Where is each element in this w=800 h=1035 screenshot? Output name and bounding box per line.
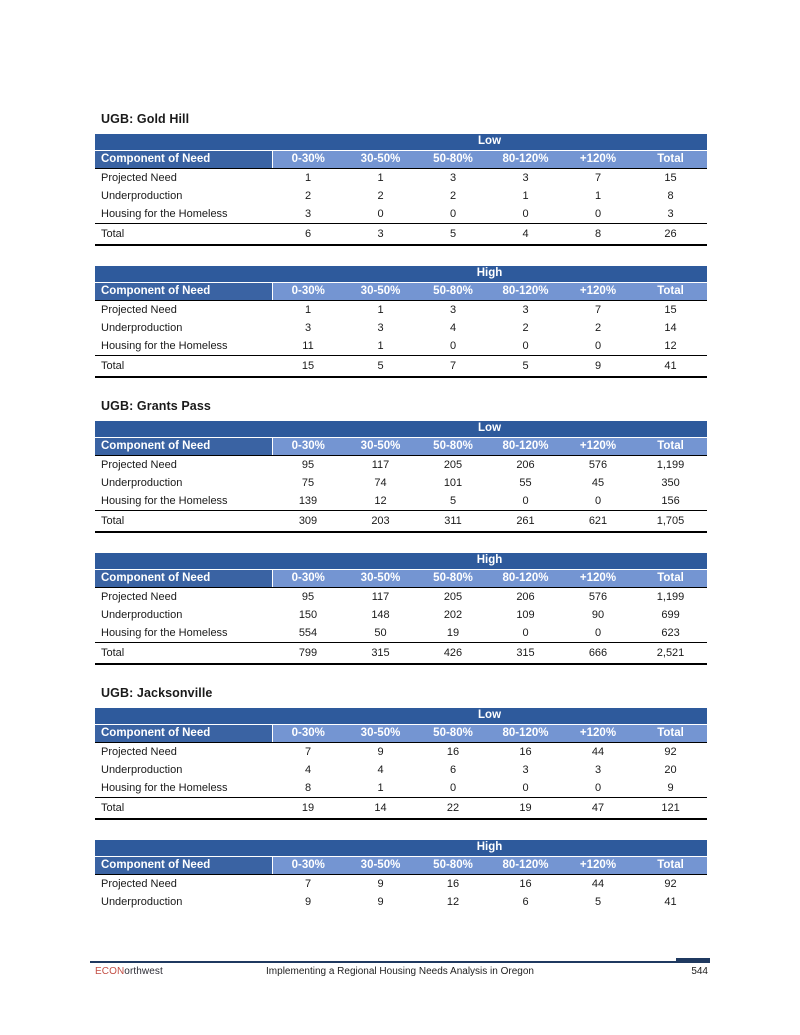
value-cell: 0 [344, 205, 417, 224]
column-header: 50-80% [417, 570, 489, 588]
value-cell: 202 [417, 606, 489, 624]
value-cell: 9 [634, 779, 707, 798]
value-cell: 75 [272, 474, 344, 492]
total-row [95, 356, 707, 378]
ugb-section [95, 112, 707, 378]
table-row [95, 875, 707, 894]
value-cell: 2 [344, 187, 417, 205]
column-header: 0-30% [272, 151, 344, 169]
scenario-label: High [272, 553, 707, 570]
table-row [95, 474, 707, 492]
value-cell: 16 [489, 743, 562, 762]
value-cell: 16 [417, 743, 489, 762]
value-cell: 576 [562, 456, 634, 475]
total-value-cell: 666 [562, 643, 634, 665]
value-cell: 3 [634, 205, 707, 224]
ugb-heading: UGB: Gold Hill [101, 112, 190, 126]
value-cell: 12 [344, 492, 417, 511]
column-header: +120% [562, 438, 634, 456]
needs-table [95, 708, 707, 820]
scenario-label: Low [272, 421, 707, 438]
column-header-row [95, 725, 707, 743]
column-header: 80-120% [489, 725, 562, 743]
value-cell: 3 [562, 761, 634, 779]
row-label: Housing for the Homeless [95, 205, 272, 224]
value-cell: 554 [272, 624, 344, 643]
table-body [95, 708, 707, 819]
table-body [95, 421, 707, 532]
needs-table [95, 421, 707, 533]
value-cell: 0 [562, 337, 634, 356]
column-header: 30-50% [344, 570, 417, 588]
footer-document-title: Implementing a Regional Housing Needs Analysis in Oregon [266, 966, 534, 977]
footer-rule [90, 958, 710, 963]
row-label: Projected Need [95, 875, 272, 894]
table-row [95, 456, 707, 475]
table-row [95, 588, 707, 607]
total-value-cell: 121 [634, 798, 707, 820]
total-value-cell: 8 [562, 224, 634, 246]
value-cell: 19 [417, 624, 489, 643]
total-value-cell: 26 [634, 224, 707, 246]
column-header: 50-80% [417, 283, 489, 301]
table-row [95, 301, 707, 320]
row-label: Housing for the Homeless [95, 779, 272, 798]
band-left-cell [95, 708, 272, 725]
value-cell: 14 [634, 319, 707, 337]
value-cell: 50 [344, 624, 417, 643]
value-cell: 7 [562, 169, 634, 188]
value-cell: 0 [489, 205, 562, 224]
column-header: +120% [562, 570, 634, 588]
value-cell: 1 [272, 169, 344, 188]
total-value-cell: 41 [634, 356, 707, 378]
value-cell: 9 [344, 875, 417, 894]
total-value-cell: 4 [489, 224, 562, 246]
page-number: 544 [691, 966, 708, 977]
total-value-cell: 22 [417, 798, 489, 820]
total-value-cell: 3 [344, 224, 417, 246]
row-label: Projected Need [95, 456, 272, 475]
value-cell: 148 [344, 606, 417, 624]
table-row [95, 187, 707, 205]
scenario-band-row [95, 134, 707, 151]
value-cell: 0 [489, 337, 562, 356]
band-left-cell [95, 134, 272, 151]
column-header: 80-120% [489, 570, 562, 588]
scenario-label: Low [272, 134, 707, 151]
value-cell: 45 [562, 474, 634, 492]
value-cell: 8 [272, 779, 344, 798]
total-label: Total [95, 511, 272, 533]
value-cell: 74 [344, 474, 417, 492]
component-of-need-header: Component of Need [95, 283, 272, 301]
value-cell: 1 [344, 169, 417, 188]
value-cell: 44 [562, 743, 634, 762]
brand-northwest-text: orthwest [124, 966, 163, 977]
column-header: 80-120% [489, 283, 562, 301]
column-header: Total [634, 725, 707, 743]
value-cell: 3 [272, 205, 344, 224]
value-cell: 0 [562, 779, 634, 798]
value-cell: 117 [344, 588, 417, 607]
value-cell: 95 [272, 456, 344, 475]
value-cell: 4 [272, 761, 344, 779]
row-label: Underproduction [95, 474, 272, 492]
value-cell: 205 [417, 588, 489, 607]
column-header: 0-30% [272, 283, 344, 301]
table-row [95, 337, 707, 356]
column-header: 50-80% [417, 438, 489, 456]
row-label: Projected Need [95, 301, 272, 320]
value-cell: 5 [562, 893, 634, 911]
column-header: +120% [562, 151, 634, 169]
total-value-cell: 19 [489, 798, 562, 820]
row-label: Housing for the Homeless [95, 492, 272, 511]
needs-table [95, 134, 707, 246]
total-value-cell: 5 [489, 356, 562, 378]
column-header: 50-80% [417, 151, 489, 169]
column-header: Total [634, 151, 707, 169]
component-of-need-header: Component of Need [95, 725, 272, 743]
value-cell: 1,199 [634, 588, 707, 607]
scenario-band-row [95, 553, 707, 570]
table-row [95, 169, 707, 188]
table-row [95, 319, 707, 337]
column-header: +120% [562, 857, 634, 875]
value-cell: 9 [272, 893, 344, 911]
table-body [95, 134, 707, 245]
value-cell: 117 [344, 456, 417, 475]
value-cell: 9 [344, 893, 417, 911]
total-value-cell: 315 [489, 643, 562, 665]
table-body [95, 553, 707, 664]
value-cell: 1 [344, 337, 417, 356]
value-cell: 16 [489, 875, 562, 894]
value-cell: 1 [272, 301, 344, 320]
total-value-cell: 309 [272, 511, 344, 533]
value-cell: 139 [272, 492, 344, 511]
total-value-cell: 7 [417, 356, 489, 378]
value-cell: 156 [634, 492, 707, 511]
total-value-cell: 315 [344, 643, 417, 665]
value-cell: 206 [489, 456, 562, 475]
value-cell: 92 [634, 743, 707, 762]
total-value-cell: 5 [344, 356, 417, 378]
value-cell: 2 [417, 187, 489, 205]
value-cell: 7 [272, 743, 344, 762]
row-label: Underproduction [95, 319, 272, 337]
value-cell: 4 [344, 761, 417, 779]
needs-table [95, 553, 707, 665]
total-value-cell: 2,521 [634, 643, 707, 665]
value-cell: 3 [272, 319, 344, 337]
component-of-need-header: Component of Need [95, 857, 272, 875]
value-cell: 576 [562, 588, 634, 607]
total-row [95, 798, 707, 820]
value-cell: 1,199 [634, 456, 707, 475]
value-cell: 101 [417, 474, 489, 492]
table-row [95, 624, 707, 643]
component-of-need-header: Component of Need [95, 151, 272, 169]
total-value-cell: 14 [344, 798, 417, 820]
value-cell: 0 [562, 205, 634, 224]
value-cell: 0 [489, 492, 562, 511]
total-value-cell: 5 [417, 224, 489, 246]
value-cell: 1 [344, 301, 417, 320]
scenario-band-row [95, 266, 707, 283]
value-cell: 0 [562, 624, 634, 643]
value-cell: 0 [489, 779, 562, 798]
footer-rule-end-block [676, 958, 710, 963]
value-cell: 55 [489, 474, 562, 492]
value-cell: 12 [417, 893, 489, 911]
total-value-cell: 621 [562, 511, 634, 533]
value-cell: 2 [489, 319, 562, 337]
column-header: 30-50% [344, 857, 417, 875]
column-header: 80-120% [489, 151, 562, 169]
value-cell: 0 [417, 337, 489, 356]
ugb-section [95, 399, 707, 665]
column-header: 50-80% [417, 725, 489, 743]
column-header: 0-30% [272, 438, 344, 456]
ugb-heading: UGB: Grants Pass [101, 399, 211, 413]
table-row [95, 893, 707, 911]
footer-row [90, 966, 710, 980]
column-header-row [95, 151, 707, 169]
column-header: 80-120% [489, 857, 562, 875]
value-cell: 11 [272, 337, 344, 356]
value-cell: 2 [272, 187, 344, 205]
page-footer [90, 958, 710, 980]
total-value-cell: 799 [272, 643, 344, 665]
total-value-cell: 426 [417, 643, 489, 665]
column-header: 30-50% [344, 438, 417, 456]
value-cell: 92 [634, 875, 707, 894]
total-value-cell: 1,705 [634, 511, 707, 533]
value-cell: 12 [634, 337, 707, 356]
value-cell: 90 [562, 606, 634, 624]
value-cell: 3 [417, 169, 489, 188]
value-cell: 109 [489, 606, 562, 624]
value-cell: 15 [634, 169, 707, 188]
value-cell: 2 [562, 319, 634, 337]
column-header: 80-120% [489, 438, 562, 456]
column-header: 30-50% [344, 151, 417, 169]
column-header: +120% [562, 283, 634, 301]
scenario-band-row [95, 708, 707, 725]
row-label: Projected Need [95, 588, 272, 607]
value-cell: 8 [634, 187, 707, 205]
value-cell: 1 [344, 779, 417, 798]
row-label: Projected Need [95, 743, 272, 762]
table-row [95, 492, 707, 511]
total-value-cell: 15 [272, 356, 344, 378]
value-cell: 6 [489, 893, 562, 911]
scenario-label: High [272, 840, 707, 857]
row-label: Underproduction [95, 187, 272, 205]
component-of-need-header: Component of Need [95, 570, 272, 588]
value-cell: 9 [344, 743, 417, 762]
table-row [95, 205, 707, 224]
value-cell: 1 [562, 187, 634, 205]
value-cell: 7 [562, 301, 634, 320]
value-cell: 41 [634, 893, 707, 911]
row-label: Underproduction [95, 606, 272, 624]
table-row [95, 761, 707, 779]
component-of-need-header: Component of Need [95, 438, 272, 456]
value-cell: 6 [417, 761, 489, 779]
value-cell: 3 [489, 761, 562, 779]
value-cell: 3 [489, 169, 562, 188]
column-header: 0-30% [272, 570, 344, 588]
scenario-label: High [272, 266, 707, 283]
total-value-cell: 311 [417, 511, 489, 533]
value-cell: 205 [417, 456, 489, 475]
total-value-cell: 261 [489, 511, 562, 533]
row-label: Underproduction [95, 761, 272, 779]
column-header: 30-50% [344, 283, 417, 301]
value-cell: 0 [562, 492, 634, 511]
report-content [95, 112, 707, 911]
column-header-row [95, 283, 707, 301]
column-header: Total [634, 283, 707, 301]
scenario-label: Low [272, 708, 707, 725]
total-label: Total [95, 643, 272, 665]
total-row [95, 224, 707, 246]
table-row [95, 779, 707, 798]
value-cell: 3 [489, 301, 562, 320]
value-cell: 623 [634, 624, 707, 643]
band-left-cell [95, 266, 272, 283]
column-header: 0-30% [272, 725, 344, 743]
value-cell: 20 [634, 761, 707, 779]
value-cell: 95 [272, 588, 344, 607]
table-body [95, 266, 707, 377]
value-cell: 4 [417, 319, 489, 337]
ugb-heading: UGB: Jacksonville [101, 686, 213, 700]
table-row [95, 606, 707, 624]
total-value-cell: 6 [272, 224, 344, 246]
total-value-cell: 203 [344, 511, 417, 533]
value-cell: 0 [417, 779, 489, 798]
row-label: Underproduction [95, 893, 272, 911]
total-value-cell: 19 [272, 798, 344, 820]
footer-rule-line [90, 961, 710, 963]
needs-table [95, 266, 707, 378]
total-value-cell: 47 [562, 798, 634, 820]
total-label: Total [95, 224, 272, 246]
value-cell: 16 [417, 875, 489, 894]
value-cell: 206 [489, 588, 562, 607]
column-header: 0-30% [272, 857, 344, 875]
column-header: Total [634, 570, 707, 588]
value-cell: 44 [562, 875, 634, 894]
total-row [95, 643, 707, 665]
scenario-band-row [95, 421, 707, 438]
total-value-cell: 9 [562, 356, 634, 378]
total-label: Total [95, 356, 272, 378]
row-label: Housing for the Homeless [95, 624, 272, 643]
total-label: Total [95, 798, 272, 820]
ugb-section [95, 686, 707, 911]
scenario-band-row [95, 840, 707, 857]
row-label: Housing for the Homeless [95, 337, 272, 356]
column-header: 50-80% [417, 857, 489, 875]
column-header-row [95, 857, 707, 875]
needs-table [95, 840, 707, 911]
value-cell: 350 [634, 474, 707, 492]
value-cell: 1 [489, 187, 562, 205]
value-cell: 0 [417, 205, 489, 224]
total-row [95, 511, 707, 533]
column-header: Total [634, 438, 707, 456]
column-header: 30-50% [344, 725, 417, 743]
value-cell: 699 [634, 606, 707, 624]
band-left-cell [95, 840, 272, 857]
table-row [95, 743, 707, 762]
value-cell: 5 [417, 492, 489, 511]
value-cell: 0 [489, 624, 562, 643]
brand-econ-text: ECON [95, 966, 125, 977]
value-cell: 7 [272, 875, 344, 894]
column-header: +120% [562, 725, 634, 743]
value-cell: 3 [344, 319, 417, 337]
column-header: Total [634, 857, 707, 875]
band-left-cell [95, 553, 272, 570]
table-body [95, 840, 707, 911]
row-label: Projected Need [95, 169, 272, 188]
value-cell: 3 [417, 301, 489, 320]
column-header-row [95, 438, 707, 456]
value-cell: 15 [634, 301, 707, 320]
band-left-cell [95, 421, 272, 438]
column-header-row [95, 570, 707, 588]
value-cell: 150 [272, 606, 344, 624]
